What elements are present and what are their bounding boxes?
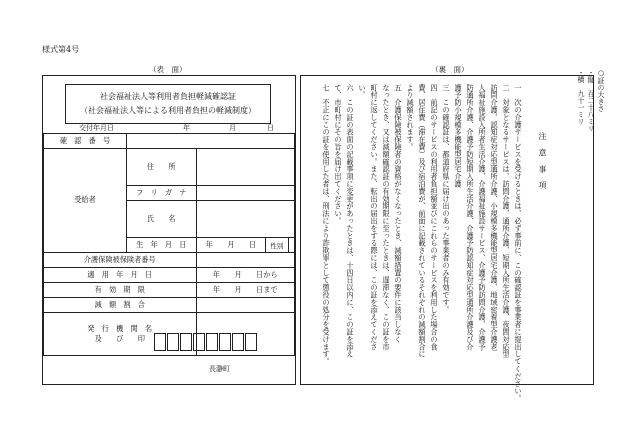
name-label: 氏 名 xyxy=(127,201,197,238)
apply-date-value[interactable] xyxy=(196,268,295,283)
birth-year-unit: 年 xyxy=(205,240,213,249)
card-size-height: ・縦 百二十八ミリ xyxy=(587,69,595,132)
address-row xyxy=(44,149,295,186)
reduction-label: 減 額 割 合 xyxy=(44,298,197,313)
issuer-label: 発 行 機 関 名 及 び 印 xyxy=(44,313,197,356)
card-title-sub: （社会福祉法人等による利用者負担の軽減制度） xyxy=(80,106,256,115)
valid-until-label: 日まで xyxy=(256,285,278,294)
furigana-label: フ リ ガ ナ xyxy=(127,186,197,201)
front-grid xyxy=(43,133,295,356)
beneficiary-label: 受給者 xyxy=(44,149,127,253)
insured-number-label: 介護保険被保険者番号 xyxy=(44,253,197,268)
seal-cell[interactable] xyxy=(206,333,218,351)
note-10: より減額されます。 xyxy=(406,84,415,151)
back-side-label: （裏 面） xyxy=(431,65,469,74)
note-7: 三 この確認証は、都道府県に届け出のあった事業者のみ有効です。 xyxy=(442,84,451,314)
gender-label: 性別 xyxy=(266,238,289,253)
note-12: なったとき、又は減額確認証の有効期限に至ったときは、遅滞なく、この証を市 xyxy=(382,84,391,351)
address-value[interactable] xyxy=(196,149,295,186)
seal-cell[interactable] xyxy=(180,333,192,351)
note-8: 四 前記のサービスの利用者負担額並びにこれらのサービスを利用した場合の食 xyxy=(430,84,439,351)
seal-boxes xyxy=(154,333,267,353)
birth-label: 生 年 月 日 xyxy=(127,238,197,253)
card-title xyxy=(65,84,271,124)
apply-from-label: 日から xyxy=(256,270,278,279)
address-label: 住 所 xyxy=(127,149,197,186)
card-title-main: 社会福祉法人等利用者負担軽減確認証 xyxy=(100,92,236,101)
seal-cell[interactable] xyxy=(193,333,205,351)
reduction-row xyxy=(44,298,295,313)
confirmation-label: 確 認 番 号 xyxy=(44,134,127,149)
issued-month-unit: 月 xyxy=(229,124,236,132)
valid-label: 有 効 期 限 xyxy=(44,283,197,298)
furigana-value[interactable] xyxy=(196,186,295,201)
issued-day-unit: 日 xyxy=(267,124,274,132)
insured-number-row xyxy=(44,253,295,268)
seal-cell[interactable] xyxy=(232,333,244,351)
seal-cell[interactable] xyxy=(154,333,166,351)
name-value[interactable] xyxy=(196,201,295,238)
note-3: 訪問介護、認知症対応型通所介護、小規模多機能型居宅介護、地域密着型介護老 xyxy=(490,84,499,351)
reduction-value[interactable] xyxy=(196,298,295,313)
note-15: 六 この証の表面の記載事項に変更があったときは、十四日以内に、この証を添え xyxy=(346,84,355,358)
birth-day-unit: 日 xyxy=(248,240,256,249)
front-side-label: （表 面） xyxy=(149,65,187,74)
note-6: 護予防小規模多機能型居宅介護 xyxy=(454,84,463,188)
card-size-width: ・横 九十一ミリ xyxy=(577,69,585,125)
confirmation-row xyxy=(44,134,295,149)
seal-cell[interactable] xyxy=(219,333,231,351)
seal-cell[interactable] xyxy=(245,333,257,351)
city-name: 長瀞町 xyxy=(209,365,230,373)
note-4: 人福祉施設入所者生活介護、介護福祉施設サービス、介護予防訪問介護、介護予 xyxy=(478,84,487,351)
card-size-title: ○証の大きさ xyxy=(597,69,605,112)
gender-value[interactable] xyxy=(288,238,294,253)
valid-month-unit: 月 xyxy=(234,285,242,294)
front-card xyxy=(42,75,296,385)
valid-value[interactable] xyxy=(196,283,295,298)
birth-date-value[interactable] xyxy=(196,238,266,253)
valid-year-unit: 年 xyxy=(212,285,221,294)
apply-month-unit: 月 xyxy=(234,270,242,279)
notes-title: 注 意 事 項 xyxy=(538,132,547,190)
apply-date-label: 適 用 年 月 日 xyxy=(44,268,197,283)
note-13: 町村に返してください。また、転出の届出をする際には、この証を添えてくださ xyxy=(370,84,379,351)
apply-year-unit: 年 xyxy=(212,270,221,279)
form-number: 様式第4号 xyxy=(42,45,80,54)
note-16: て、市町村にその旨を届け出てください。 xyxy=(334,84,343,225)
birth-month-unit: 月 xyxy=(227,240,235,249)
confirmation-value[interactable] xyxy=(127,134,295,149)
valid-row xyxy=(44,283,295,298)
card-size-note xyxy=(576,69,606,132)
front-table xyxy=(43,133,295,356)
back-card xyxy=(300,75,594,403)
insured-number-value[interactable] xyxy=(196,253,295,268)
note-1: 一 次の介護サービスを受けるときは、必ず事前に、この確認証を事業者に提出してください。 xyxy=(514,84,523,403)
note-9: 費、居住費（滞在費）及び宿泊費が、前面に記載されているそれぞれの減額割合に xyxy=(418,84,427,358)
issued-date-label: 交付年月日 xyxy=(79,124,114,132)
note-17: 七 不正にこの証を使用した者は、刑法により詐欺罪として懲役の処分を受けます。 xyxy=(322,84,331,366)
note-11: 五 介護保険被保険者の資格がなくなったとき、減額措置の要件に該当しなく xyxy=(394,84,403,343)
issued-year-unit: 年 xyxy=(183,124,190,132)
apply-date-row xyxy=(44,268,295,283)
note-14: い。 xyxy=(358,84,367,99)
seal-cell[interactable] xyxy=(167,333,179,351)
note-5: 防通所介護、介護予防短期入所生活介護、介護予防認知症対応型通所介護及び介 xyxy=(466,84,475,351)
note-2: 二 対象となるサービスは、訪問介護、通所介護、短期入所生活介護、夜間対応型 xyxy=(502,84,511,358)
